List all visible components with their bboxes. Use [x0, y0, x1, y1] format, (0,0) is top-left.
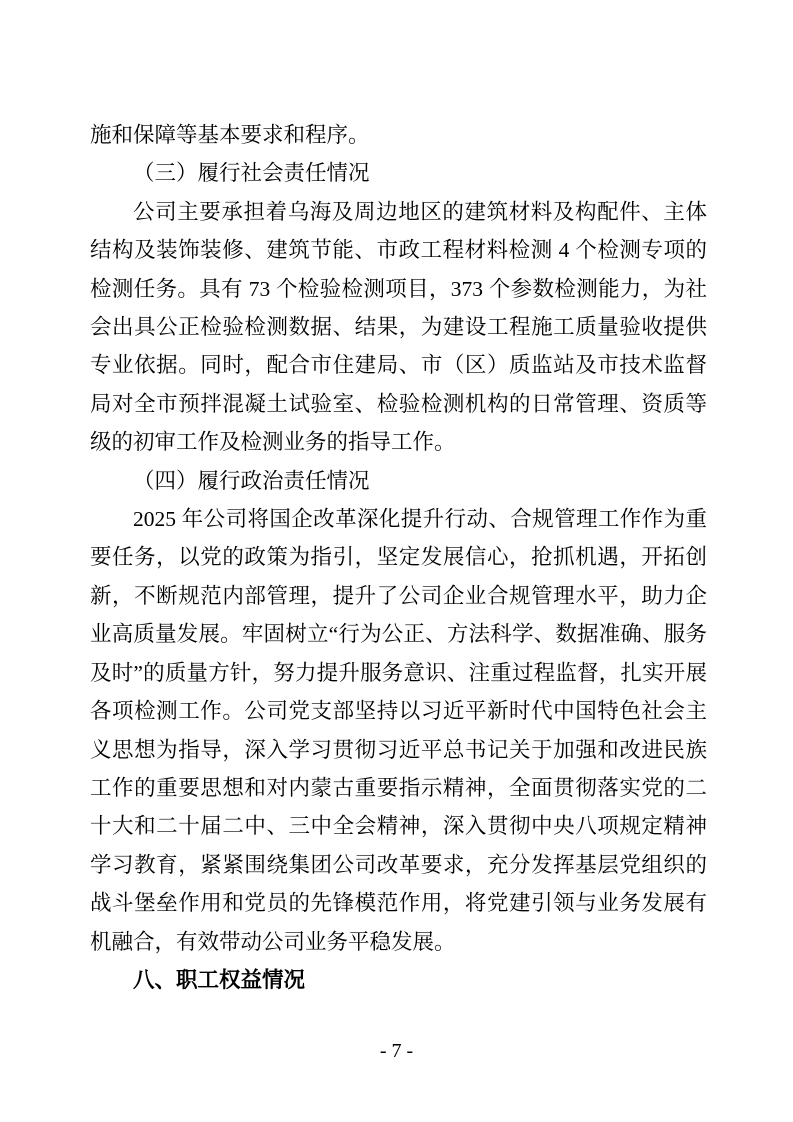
page-number: - 7 - — [379, 1040, 414, 1062]
heading-section-3: （三）履行社会责任情况 — [133, 161, 370, 186]
heading-section-8: 八、职工权益情况 — [133, 967, 306, 992]
document-content — [90, 116, 707, 999]
paragraph-social-responsibility: 公司主要承担着乌海及周边地区的建筑材料及构配件、主体结构及装饰装修、建筑节能、市政工程材料检测 4 个检测专项的检测任务。具有 73 个检验检测项目，373 个参数检测能力，为社会出具公正检验检测数据、结果，为建设工程施工质量验收提供专业依据。同时，配合市住建局、市（区）质监站及市技术监督局对全市预拌混凝土试验室、检验检测机构的日常管理、资质等级的初审工作及检测业务的指导工作。 — [90, 199, 707, 455]
heading-section-4: （四）履行政治责任情况 — [133, 468, 370, 493]
paragraph-continuation: 施和保障等基本要求和程序。 — [90, 123, 370, 147]
paragraph-political-responsibility: 2025 年公司将国企改革深化提升行动、合规管理工作作为重要任务，以党的政策为指引，坚定发展信心，抢抓机遇，开拓创新，不断规范内部管理，提升了公司企业合规管理水平，助力企业高质量发展。牢固树立“行为公正、方法科学、数据准确、服务及时”的质量方针，努力提升服务意识、注重过程监督，扎实开展各项检测工作。公司党支部坚持以习近平新时代中国特色社会主义思想为指导，深入学习贯彻习近平总书记关于加强和改进民族工作的重要思想和对内蒙古重要指示精神，全面贯彻落实党的二十大和二十届二中、三中全会精神，深入贯彻中央八项规定精神学习教育，紧紧围绕集团公司改革要求，充分发挥基层党组织的战斗堡垒作用和党员的先锋模范作用，将党建引领与业务发展有机融合，有效带动公司业务平稳发展。 — [90, 507, 707, 954]
